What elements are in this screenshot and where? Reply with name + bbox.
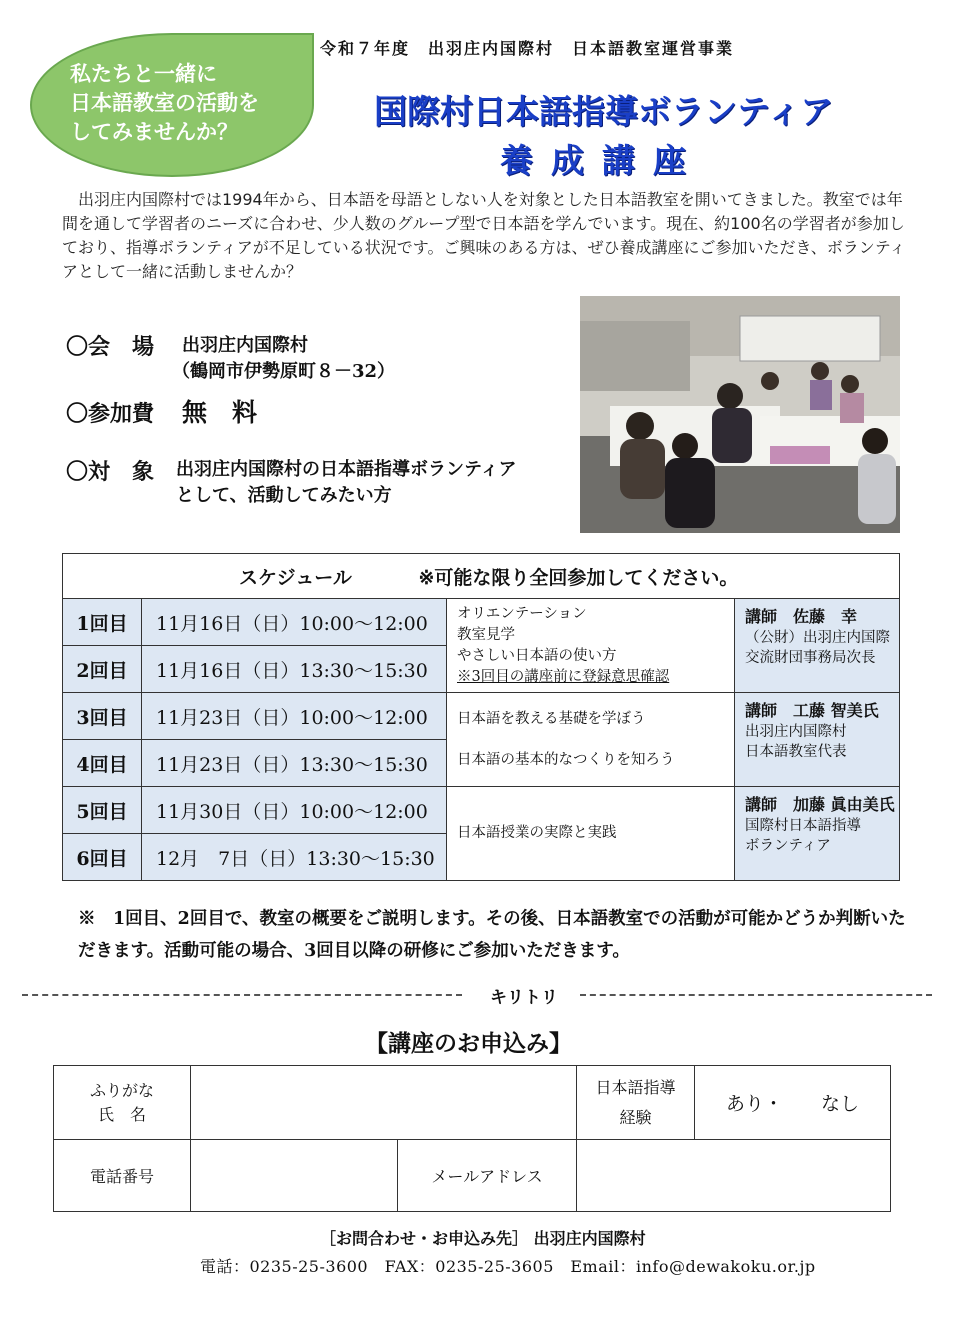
classroom-photo-illustration (580, 296, 900, 533)
lecturer-affiliation: （公財）出羽庄内国際 (745, 630, 890, 646)
target-line-1: 出羽庄内国際村の日本語指導ボランティア (176, 459, 517, 480)
application-title: 【講座のお申込み】 (365, 1030, 572, 1057)
phone-input[interactable] (191, 1140, 398, 1212)
lecturer-cell (735, 787, 900, 881)
lecturer-affiliation: 出羽庄内国際村 (745, 724, 847, 740)
intro-paragraph (62, 188, 912, 284)
schedule-note: ※可能な限り全回参加してください。 (418, 566, 739, 589)
name-input[interactable] (191, 1066, 577, 1140)
classroom-photo (580, 296, 900, 533)
cut-line-right (580, 994, 932, 996)
content-note: ※3回目の講座前に登録意思確認 (457, 668, 670, 685)
content-item: 日本語の基本的なつくりを知ろう (457, 751, 675, 768)
session-number: 2回目 (63, 646, 142, 693)
fee-value: 無 料 (182, 398, 258, 427)
content-item: オリエンテーション (457, 605, 587, 622)
content-item: やさしい日本語の使い方 (457, 647, 617, 664)
name-label-cell (54, 1066, 191, 1140)
experience-label-1: 日本語指導 (595, 1077, 676, 1097)
cut-label: キリトリ (490, 988, 558, 1008)
bubble-line-1: 私たちと一緒に (70, 62, 217, 86)
table-row (63, 693, 900, 740)
experience-label-cell (577, 1066, 695, 1140)
lecturer-name: 講師 佐藤 幸 (745, 607, 858, 626)
lecturer-role: ボランティア (745, 838, 831, 854)
application-form (53, 1065, 891, 1212)
venue-label: 〇会 場 (66, 334, 155, 360)
lecturer-affiliation: 国際村日本語指導 (745, 818, 861, 834)
lecturer-name: 講師 工藤 智美氏 (745, 701, 879, 720)
session-content (447, 599, 735, 693)
schedule-heading: スケジュール (239, 566, 352, 589)
lecturer-role: 日本語教室代表 (745, 744, 847, 760)
phone-label: 電話番号 (54, 1140, 191, 1212)
venue-value: 出羽庄内国際村 (182, 335, 308, 356)
name-label: 氏 名 (97, 1104, 146, 1124)
target-label: 〇対 象 (66, 459, 155, 485)
table-row (63, 787, 900, 834)
contact-details: 電話：0235-25-3600 FAX：0235-25-3605 Email：info@dewakoku.or.jp (200, 1257, 816, 1276)
session-date: 11月23日（日）13:30～15:30 (142, 740, 447, 787)
session-number: 6回目 (63, 834, 142, 881)
session-date: 11月30日（日）10:00～12:00 (142, 787, 447, 834)
org-line: 令和７年度 出羽庄内国際村 日本語教室運営事業 (320, 39, 735, 58)
schedule-header (63, 554, 900, 599)
lecturer-role: 交流財団事務局次長 (745, 650, 876, 666)
bubble-line-2: 日本語教室の活動を (70, 91, 259, 115)
lecturer-cell (735, 693, 900, 787)
furigana-label: ふりがな (89, 1080, 154, 1100)
page-title: 国際村日本語指導ボランティア (374, 92, 834, 131)
email-input[interactable] (577, 1140, 891, 1212)
session-date: 11月16日（日）10:00～12:00 (142, 599, 447, 646)
session-content (447, 693, 735, 787)
experience-options[interactable]: あり・ なし (695, 1066, 891, 1140)
session-number: 5回目 (63, 787, 142, 834)
session-date: 12月 7日（日）13:30～15:30 (142, 834, 447, 881)
content-item: 日本語授業の実際と実践 (457, 825, 617, 841)
email-label: メールアドレス (398, 1140, 577, 1212)
target-line-2: として、活動してみたい方 (176, 485, 392, 506)
session-content (447, 787, 735, 881)
session-number: 1回目 (63, 599, 142, 646)
session-date: 11月23日（日）10:00～12:00 (142, 693, 447, 740)
cut-line-left (22, 994, 462, 996)
fee-label: 〇参加費 (66, 401, 155, 427)
bubble-text (70, 60, 310, 147)
lecturer-name: 講師 加藤 眞由美氏 (745, 795, 895, 814)
contact-label: ［お問合わせ・お申込み先］ 出羽庄内国際村 (320, 1229, 646, 1248)
session-number: 3回目 (63, 693, 142, 740)
schedule-table (62, 553, 900, 881)
lecturer-cell (735, 599, 900, 693)
experience-label-2: 経験 (619, 1107, 652, 1127)
bubble-line-3: してみませんか？ (70, 120, 238, 144)
intro-text: 出羽庄内国際村では1994年から、日本語を母語としない人を対象とした日本語教室を開いてきました。教室では年間を通して学習者のニーズに合わせ、少人数のグループ型で日本語を学んでいます。現在、約100名の学習者が参加しており、指導ボランティアが不足している状況です。ご興味のある方は、ぜひ養成講座にご参加いただき、ボランティアとして一緒に活動しませんか？ (62, 190, 906, 281)
content-item: 日本語を教える基礎を学ぼう (457, 710, 646, 727)
venue-address: （鶴岡市伊勢原町８－32） (172, 361, 396, 382)
table-row (63, 599, 900, 646)
session-date: 11月16日（日）13:30～15:30 (142, 646, 447, 693)
page-subtitle: 養成講座 (500, 141, 704, 180)
schedule-footnote: ※ 1回目、2回目で、教室の概要をご説明します。その後、日本語教室での活動が可能かどうか判断いただきます。活動可能の場合、3回目以降の研修にご参加いただきます。 (78, 909, 906, 961)
session-number: 4回目 (63, 740, 142, 787)
content-item: 教室見学 (457, 626, 515, 643)
